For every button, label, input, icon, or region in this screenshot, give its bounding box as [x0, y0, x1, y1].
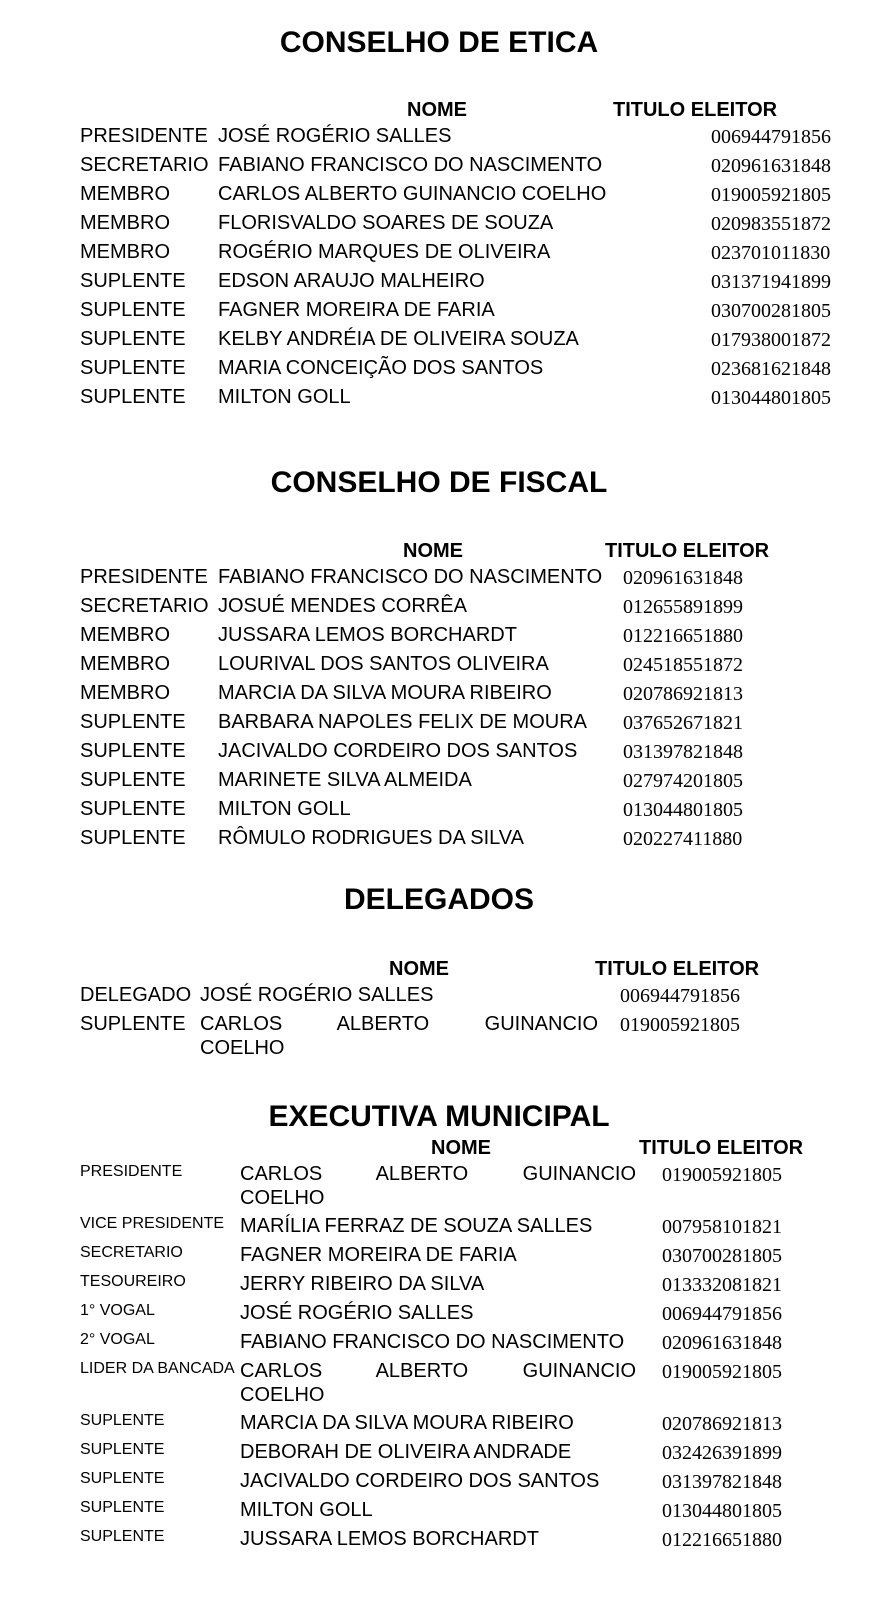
table-row [80, 1162, 782, 1214]
name-cell: FLORISVALDO SOARES DE SOUZA [218, 212, 554, 234]
name-cell: BARBARA NAPOLES FELIX DE MOURA [218, 711, 587, 733]
titulo-cell: 030700281805 [711, 300, 831, 322]
table-row [80, 1359, 782, 1411]
role-cell: SUPLENTE [80, 1013, 186, 1035]
titulo-cell: 020786921813 [662, 1413, 782, 1435]
role-cell: SUPLENTE [80, 270, 186, 292]
table-row [80, 385, 831, 414]
titulo-cell: 019005921805 [662, 1361, 782, 1383]
titulo-cell: 020961631848 [711, 155, 831, 177]
name-cell: JERRY RIBEIRO DA SILVA [240, 1273, 485, 1295]
name-cell: MARINETE SILVA ALMEIDA [218, 769, 472, 791]
role-cell: SUPLENTE [80, 1528, 165, 1545]
role-cell: SUPLENTE [80, 299, 186, 321]
titulo-cell: 006944791856 [662, 1303, 782, 1325]
role-cell: PRESIDENTE [80, 125, 208, 147]
table-row [80, 739, 743, 768]
members-table-delegados [80, 983, 740, 1064]
role-cell: SECRETARIO [80, 154, 209, 176]
column-header-nome: NOME [431, 1137, 491, 1159]
titulo-cell: 017938001872 [711, 329, 831, 351]
table-row [80, 1272, 782, 1301]
table-row [80, 1012, 740, 1064]
titulo-cell: 020983551872 [711, 213, 831, 235]
name-cell [240, 1162, 662, 1214]
role-cell: MEMBRO [80, 653, 170, 675]
name-cell [240, 1359, 662, 1411]
role-cell: 2° VOGAL [80, 1331, 155, 1348]
titulo-cell: 020786921813 [623, 683, 743, 705]
name-cell: JUSSARA LEMOS BORCHARDT [240, 1528, 539, 1550]
column-header-nome: NOME [389, 958, 449, 980]
name-cell: JOSÉ ROGÉRIO SALLES [200, 984, 434, 1006]
role-cell: SUPLENTE [80, 798, 186, 820]
column-header-titulo-eleitor: TITULO ELEITOR [613, 99, 778, 121]
table-row [80, 594, 743, 623]
role-cell: SUPLENTE [80, 1499, 165, 1516]
members-table-conselho-etica [80, 124, 831, 414]
name-cell: FABIANO FRANCISCO DO NASCIMENTO [218, 566, 603, 588]
table-row [80, 1243, 782, 1272]
titulo-cell: 013332081821 [662, 1274, 782, 1296]
titulo-cell: 024518551872 [623, 654, 743, 676]
table-row [80, 797, 743, 826]
name-cell: MILTON GOLL [218, 386, 351, 408]
role-cell: 1° VOGAL [80, 1302, 155, 1319]
section-title-conselho-etica: CONSELHO DE ETICA [279, 26, 599, 59]
titulo-cell: 006944791856 [620, 985, 740, 1007]
table-row [80, 1527, 782, 1556]
role-cell: DELEGADO [80, 984, 192, 1006]
name-cell: LOURIVAL DOS SANTOS OLIVEIRA [218, 653, 549, 675]
name-cell: RÔMULO RODRIGUES DA SILVA [218, 827, 524, 849]
table-row [80, 124, 831, 153]
titulo-cell: 031397821848 [623, 741, 743, 763]
section-title-executiva-municipal: EXECUTIVA MUNICIPAL [268, 1100, 610, 1133]
titulo-cell: 020227411880 [623, 828, 743, 850]
table-row [80, 1214, 782, 1243]
name-cell: JOSÉ ROGÉRIO SALLES [218, 125, 452, 147]
members-table-executiva-municipal [80, 1162, 782, 1556]
name-cell: KELBY ANDRÉIA DE OLIVEIRA SOUZA [218, 328, 579, 350]
role-cell: LIDER DA BANCADA [80, 1360, 235, 1377]
table-row [80, 1330, 782, 1359]
role-cell: MEMBRO [80, 624, 170, 646]
titulo-cell: 020961631848 [623, 567, 743, 589]
table-row [80, 623, 743, 652]
titulo-cell: 023701011830 [711, 242, 831, 264]
name-cell: FAGNER MOREIRA DE FARIA [240, 1244, 517, 1266]
titulo-cell: 013044801805 [623, 799, 743, 821]
titulo-cell: 020961631848 [662, 1332, 782, 1354]
role-cell: SUPLENTE [80, 1470, 165, 1487]
name-cell: FABIANO FRANCISCO DO NASCIMENTO [218, 154, 603, 176]
name-cell: JACIVALDO CORDEIRO DOS SANTOS [218, 740, 578, 762]
titulo-cell: 019005921805 [662, 1164, 782, 1186]
titulo-cell: 030700281805 [662, 1245, 782, 1267]
role-cell: SUPLENTE [80, 769, 186, 791]
table-row [80, 240, 831, 269]
titulo-cell: 012216651880 [623, 625, 743, 647]
table-row [80, 983, 740, 1012]
role-cell: SUPLENTE [80, 740, 186, 762]
role-cell: SUPLENTE [80, 1441, 165, 1458]
name-cell [200, 1012, 620, 1064]
role-cell: TESOUREIRO [80, 1273, 186, 1290]
name-line: CARLOS ALBERTO GUINANCIO [240, 1163, 636, 1185]
table-row [80, 1498, 782, 1527]
table-row [80, 356, 831, 385]
name-cell: MARCIA DA SILVA MOURA RIBEIRO [218, 682, 552, 704]
name-cell: MARÍLIA FERRAZ DE SOUZA SALLES [240, 1215, 593, 1237]
table-row [80, 298, 831, 327]
titulo-cell: 019005921805 [620, 1014, 740, 1036]
table-row [80, 182, 831, 211]
table-row [80, 652, 743, 681]
name-cell: FAGNER MOREIRA DE FARIA [218, 299, 495, 321]
role-cell: SUPLENTE [80, 1412, 165, 1429]
role-cell: SUPLENTE [80, 711, 186, 733]
members-table-conselho-fiscal [80, 565, 743, 855]
table-row [80, 710, 743, 739]
table-row [80, 1301, 782, 1330]
table-row [80, 1469, 782, 1498]
role-cell: SUPLENTE [80, 386, 186, 408]
role-cell: SUPLENTE [80, 328, 186, 350]
titulo-cell: 012655891899 [623, 596, 743, 618]
table-row [80, 327, 831, 356]
role-cell: MEMBRO [80, 241, 170, 263]
titulo-cell: 023681621848 [711, 358, 831, 380]
name-line: COELHO [200, 1037, 285, 1059]
column-header-titulo-eleitor: TITULO ELEITOR [605, 540, 770, 562]
name-cell: FABIANO FRANCISCO DO NASCIMENTO [240, 1331, 625, 1353]
role-cell: MEMBRO [80, 682, 170, 704]
name-cell: DEBORAH DE OLIVEIRA ANDRADE [240, 1441, 572, 1463]
role-cell: MEMBRO [80, 183, 170, 205]
table-row [80, 681, 743, 710]
titulo-cell: 007958101821 [662, 1216, 782, 1238]
name-cell: EDSON ARAUJO MALHEIRO [218, 270, 485, 292]
name-cell: JOSUÉ MENDES CORRÊA [218, 595, 467, 617]
role-cell: SUPLENTE [80, 357, 186, 379]
role-cell: PRESIDENTE [80, 566, 208, 588]
titulo-cell: 013044801805 [662, 1500, 782, 1522]
role-cell: SECRETARIO [80, 595, 209, 617]
name-line: COELHO [240, 1384, 325, 1406]
name-cell: ROGÉRIO MARQUES DE OLIVEIRA [218, 241, 551, 263]
section-title-delegados: DELEGADOS [343, 883, 535, 916]
column-header-nome: NOME [403, 540, 463, 562]
titulo-cell: 006944791856 [711, 126, 831, 148]
name-cell: MARCIA DA SILVA MOURA RIBEIRO [240, 1412, 574, 1434]
titulo-cell: 012216651880 [662, 1529, 782, 1551]
role-cell: SECRETARIO [80, 1244, 183, 1261]
column-header-titulo-eleitor: TITULO ELEITOR [639, 1137, 804, 1159]
table-row [80, 768, 743, 797]
column-header-nome: NOME [407, 99, 467, 121]
titulo-cell: 032426391899 [662, 1442, 782, 1464]
section-title-conselho-fiscal: CONSELHO DE FISCAL [270, 466, 608, 499]
name-cell: MILTON GOLL [218, 798, 351, 820]
table-row [80, 153, 831, 182]
titulo-cell: 019005921805 [711, 184, 831, 206]
role-cell: MEMBRO [80, 212, 170, 234]
name-line: CARLOS ALBERTO GUINANCIO [240, 1360, 636, 1382]
name-cell: JOSÉ ROGÉRIO SALLES [240, 1302, 474, 1324]
table-row [80, 211, 831, 240]
role-cell: PRESIDENTE [80, 1163, 183, 1180]
name-cell: JUSSARA LEMOS BORCHARDT [218, 624, 517, 646]
table-row [80, 565, 743, 594]
name-line: COELHO [240, 1187, 325, 1209]
role-cell: VICE PRESIDENTE [80, 1215, 225, 1232]
titulo-cell: 031371941899 [711, 271, 831, 293]
titulo-cell: 037652671821 [623, 712, 743, 734]
table-row [80, 826, 743, 855]
titulo-cell: 027974201805 [623, 770, 743, 792]
table-row [80, 1411, 782, 1440]
table-row [80, 1440, 782, 1469]
name-cell: JACIVALDO CORDEIRO DOS SANTOS [240, 1470, 600, 1492]
titulo-cell: 031397821848 [662, 1471, 782, 1493]
titulo-cell: 013044801805 [711, 387, 831, 409]
name-cell: MILTON GOLL [240, 1499, 373, 1521]
name-cell: CARLOS ALBERTO GUINANCIO COELHO [218, 183, 607, 205]
name-cell: MARIA CONCEIÇÃO DOS SANTOS [218, 357, 544, 379]
column-header-titulo-eleitor: TITULO ELEITOR [595, 958, 760, 980]
table-row [80, 269, 831, 298]
name-line: CARLOS ALBERTO GUINANCIO [200, 1013, 598, 1035]
role-cell: SUPLENTE [80, 827, 186, 849]
